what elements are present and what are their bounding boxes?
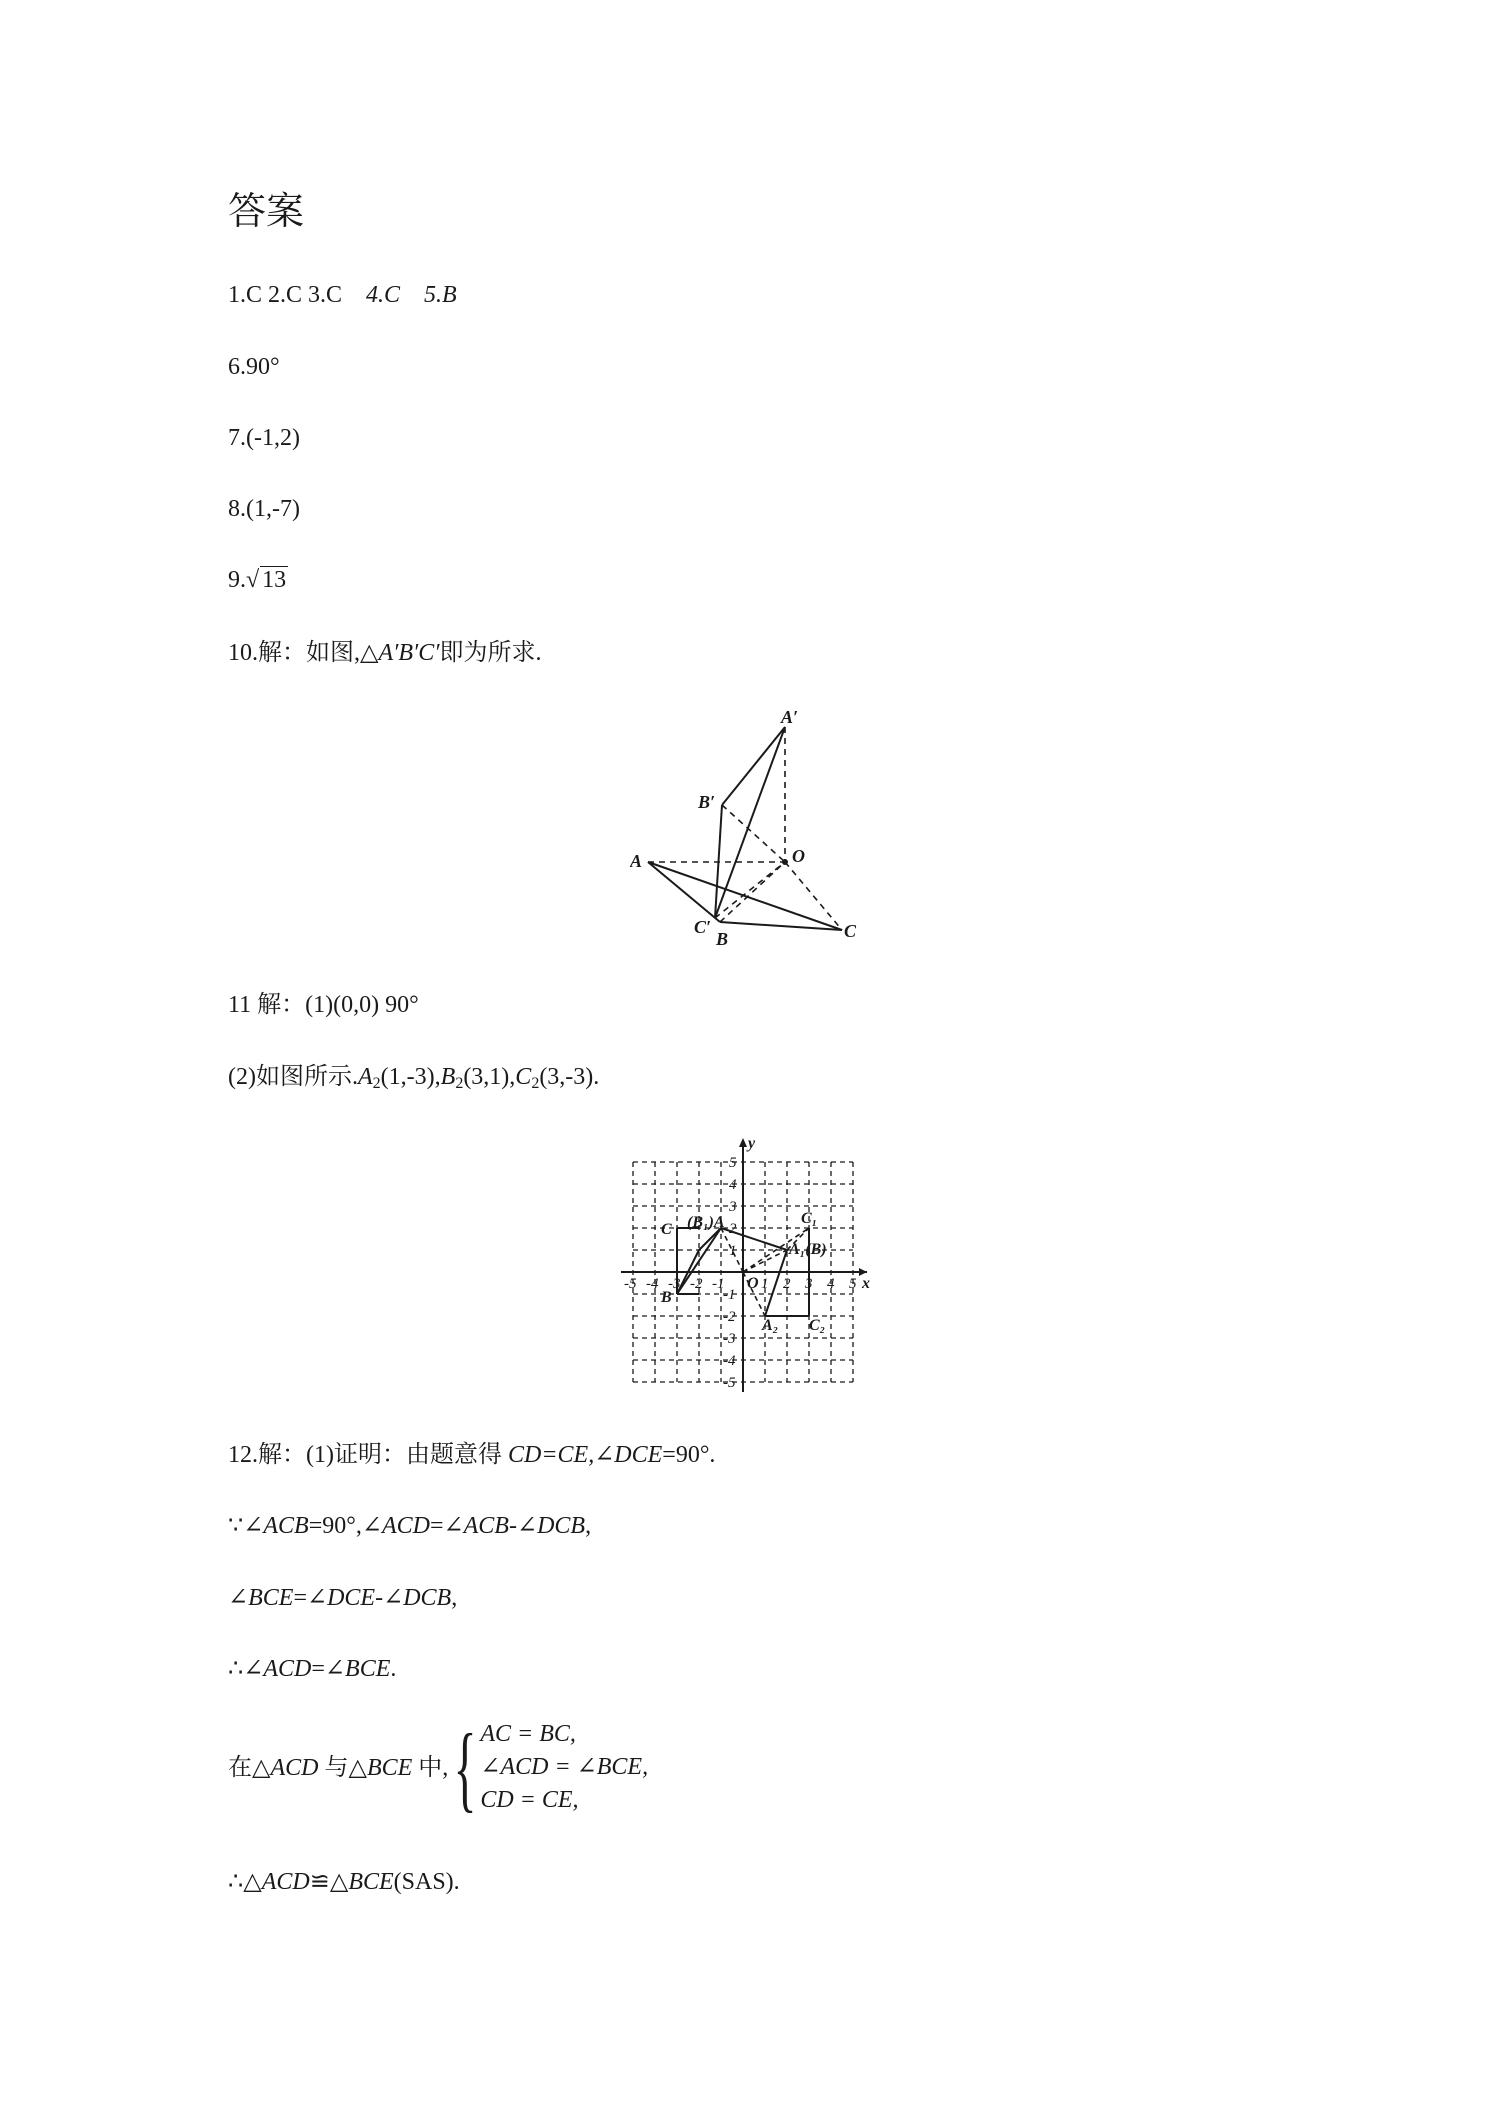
y-axis-arrow-icon: [739, 1138, 747, 1147]
segment-a-c: [648, 862, 842, 930]
q12-l5-text: [228, 1753, 448, 1783]
x-tick-label: -4: [646, 1276, 659, 1292]
point-o: [782, 859, 788, 865]
q12-l2-d: ACD: [381, 1513, 430, 1539]
x-tick-label: 5: [849, 1276, 857, 1292]
answer-5: 5.B: [424, 282, 457, 308]
q12-l3-b: BCE: [248, 1585, 294, 1611]
x-tick-label: 4: [827, 1276, 835, 1292]
point-c2-letter: C: [515, 1064, 532, 1090]
coordinate-grid-figure-q11: [615, 1130, 875, 1395]
answer-line-1-5: [228, 280, 457, 310]
y-tick-label: 5: [729, 1155, 737, 1171]
page-title: 答案: [228, 189, 305, 233]
answer-11-part2: [228, 1062, 599, 1099]
point-b2-coords: (3,1),: [463, 1064, 516, 1090]
q10-suffix: 即为所求.: [439, 640, 542, 666]
q12-l2-b: ACB: [263, 1513, 309, 1539]
q12-l5-e: 中,: [412, 1754, 449, 1781]
q12-l1-math: CD=CE,∠DCE: [507, 1442, 663, 1468]
label-x: x: [862, 1275, 870, 1292]
label-c: C: [661, 1221, 672, 1238]
point-c2-sub: 2: [531, 1075, 540, 1092]
q12-line-5: [228, 1713, 649, 1828]
q12-l6-e: (SAS).: [393, 1869, 460, 1895]
label-c2: C₂: [809, 1317, 826, 1334]
q12-l2-e: =∠: [429, 1513, 464, 1539]
label-b1-a: (B₁)A: [687, 1214, 725, 1231]
q12-line-6: [228, 1867, 460, 1897]
label-a: A: [630, 851, 643, 871]
answer-4: 4.C: [366, 282, 401, 308]
equation-system: [480, 1718, 648, 1817]
q11-part2-prefix: (2)如图所示.: [228, 1064, 358, 1090]
segment-a-b: [648, 862, 720, 922]
sqrt-sign: √: [246, 567, 260, 593]
label-a1-b: A₁(B): [789, 1241, 827, 1258]
label-c-prime: C′: [694, 917, 712, 937]
q12-l3-e: -∠: [375, 1585, 404, 1611]
q12-l3-f: DCB: [403, 1585, 452, 1611]
point-a2-coords: (1,-3),: [380, 1064, 441, 1090]
q12-l6-a: ∴△: [228, 1869, 262, 1895]
q12-l2-c: =90°,∠: [308, 1513, 382, 1539]
q12-l2-h: DCB: [537, 1513, 586, 1539]
q12-l3-c: =∠: [293, 1585, 328, 1611]
answer-9: [228, 565, 288, 595]
label-b-prime: B′: [698, 792, 716, 812]
q12-l5-b: ACD: [270, 1754, 319, 1781]
point-c2-coords: (3,-3).: [539, 1064, 600, 1090]
label-o: O: [792, 846, 805, 866]
q12-line-4: [228, 1654, 396, 1684]
y-tick-label: 4: [729, 1177, 737, 1193]
q12-l3-g: ,: [451, 1585, 458, 1611]
label-b: B: [661, 1289, 672, 1306]
label-c: C: [844, 921, 857, 941]
answer-10-text: [228, 638, 542, 668]
q12-l5-c: 与△: [318, 1754, 367, 1781]
q12-l4-e: .: [390, 1656, 397, 1682]
q12-line-1: [228, 1440, 715, 1470]
y-tick-label: -3: [723, 1331, 736, 1347]
q12-l5-d: BCE: [366, 1754, 413, 1781]
q12-l4-b: ACD: [263, 1656, 312, 1682]
answer-11-part1: 11 解：(1)(0,0) 90°: [228, 992, 419, 1018]
q12-l2-a: ∵∠: [228, 1513, 264, 1539]
segment-a-prime-b-prime: [722, 727, 785, 805]
answers-1-3: 1.C 2.C 3.C: [228, 282, 343, 308]
x-tick-label: 1: [761, 1276, 769, 1292]
system-eq-3: CD = CE,: [480, 1787, 579, 1813]
q10-prefix: 10.解：如图,△: [228, 640, 379, 666]
x-tick-label: 3: [805, 1276, 813, 1292]
x-tick-label: -2: [690, 1276, 703, 1292]
y-tick-label: 3: [729, 1199, 737, 1215]
q12-line-3: [228, 1583, 457, 1613]
point-b2-sub: 2: [455, 1075, 464, 1092]
system-eq-2: ∠ACD = ∠BCE,: [480, 1754, 649, 1780]
x-tick-label: 2: [783, 1276, 791, 1292]
label-origin-o: O: [747, 1275, 759, 1292]
label-y: y: [748, 1135, 756, 1152]
q12-l4-c: =∠: [311, 1656, 346, 1682]
system-eq-1: AC = BC,: [480, 1721, 576, 1747]
q12-l4-a: ∴∠: [228, 1656, 264, 1682]
y-tick-label: -4: [723, 1353, 736, 1369]
q12-l5-a: 在△: [228, 1754, 271, 1781]
y-tick-label: -5: [723, 1375, 736, 1391]
rotation-figure-q10: [630, 705, 880, 955]
q12-l2-i: ,: [585, 1513, 592, 1539]
y-tick-label: 1: [729, 1243, 737, 1259]
q12-l1-prefix: 12.解：(1)证明：由题意得: [228, 1442, 508, 1468]
q12-line-2: [228, 1511, 591, 1541]
q12-l1-suffix: =90°.: [662, 1442, 716, 1468]
q12-l3-a: ∠: [228, 1585, 249, 1611]
y-tick-label: -2: [723, 1309, 736, 1325]
x-tick-label: -5: [624, 1276, 637, 1292]
point-a2-sub: 2: [372, 1075, 381, 1092]
y-tick-label: 2: [729, 1221, 737, 1237]
point-b2-letter: B: [440, 1064, 456, 1090]
q10-triangle-name: A′B′C′: [378, 640, 440, 666]
x-tick-label: -3: [668, 1276, 681, 1292]
point-a2-letter: A: [357, 1064, 373, 1090]
label-a-prime: A′: [781, 707, 799, 727]
q12-l4-d: BCE: [345, 1656, 391, 1682]
system-brace: {: [453, 1713, 477, 1821]
answer-7: 7.(-1,2): [228, 425, 300, 451]
label-b: B: [716, 929, 729, 949]
q12-l6-b: ACD: [261, 1869, 310, 1895]
q12-l6-c: ≌△: [309, 1869, 349, 1895]
q12-l3-d: DCE: [327, 1585, 376, 1611]
answer-9-prefix: 9.: [228, 567, 246, 593]
answer-8: 8.(1,-7): [228, 496, 300, 522]
q12-l2-g: -∠: [508, 1513, 538, 1539]
x-tick-label: -1: [712, 1276, 725, 1292]
dashed-o-b: [720, 862, 785, 922]
sqrt-radicand: 13: [262, 567, 287, 593]
y-tick-label: -1: [723, 1287, 736, 1303]
q12-l6-d: BCE: [348, 1869, 394, 1895]
label-a2: A₂: [762, 1317, 779, 1334]
answer-6: 6.90°: [228, 354, 280, 380]
label-c1: C₁: [801, 1210, 818, 1227]
q12-l2-f: ACB: [463, 1513, 509, 1539]
